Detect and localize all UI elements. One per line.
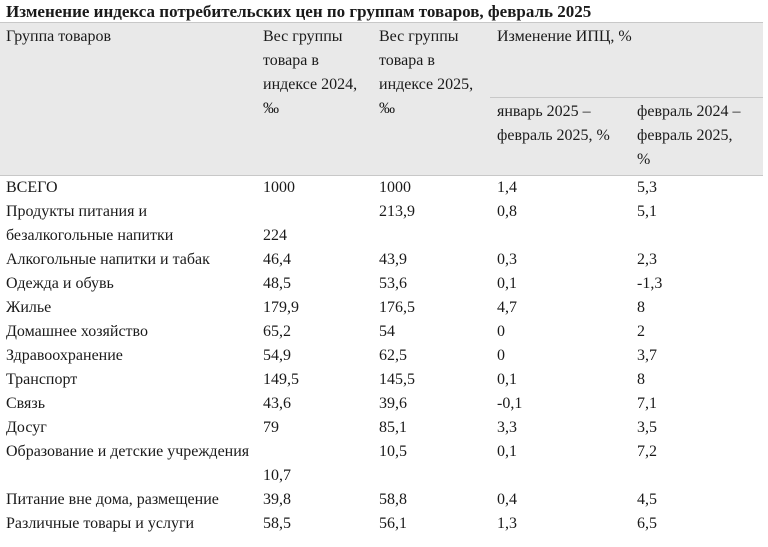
cell-change-month: 1,3 bbox=[497, 515, 517, 532]
table-row bbox=[0, 488, 763, 512]
table-header bbox=[0, 22, 763, 176]
cell-weight-2025: 145,5 bbox=[379, 371, 415, 388]
header-divider bbox=[490, 97, 763, 98]
cell-change-year: 2,3 bbox=[637, 251, 657, 268]
cell-change-year: 5,1 bbox=[637, 203, 657, 220]
table-row bbox=[0, 344, 763, 368]
table-row bbox=[0, 440, 763, 488]
cell-change-month: 4,7 bbox=[497, 299, 517, 316]
cell-change-year: 3,7 bbox=[637, 347, 657, 364]
header-weight-2024 bbox=[263, 25, 357, 121]
header-cpi-change: Изменение ИПЦ, % bbox=[497, 28, 632, 45]
cell-change-month: 3,3 bbox=[497, 419, 517, 436]
cell-change-year: 4,5 bbox=[637, 491, 657, 508]
cell-change-year: 7,1 bbox=[637, 395, 657, 412]
cell-change-year: 2 bbox=[637, 323, 645, 340]
table-row bbox=[0, 320, 763, 344]
header-feb-feb-line: % bbox=[637, 151, 651, 168]
header-weight-2025-line: индексе 2025, bbox=[379, 76, 474, 93]
header-feb-feb-line: февраль 2024 – bbox=[637, 103, 741, 120]
cell-group: Жилье bbox=[6, 299, 52, 316]
cell-group: Домашнее хозяйство bbox=[6, 323, 148, 340]
cell-weight-2025: 213,9 bbox=[379, 203, 415, 220]
cell-weight-2024: 43,6 bbox=[263, 395, 291, 412]
table-row bbox=[0, 296, 763, 320]
cell-weight-2024: 58,5 bbox=[263, 515, 291, 532]
cell-group: Продукты питания и безалкогольные напитки bbox=[6, 203, 174, 244]
header-jan-feb-line: февраль 2025, % bbox=[497, 127, 610, 144]
cell-group: Здравоохранение bbox=[6, 347, 123, 364]
cell-change-year: -1,3 bbox=[637, 275, 663, 292]
cell-change-month: 0,3 bbox=[497, 251, 517, 268]
cell-change-year: 3,5 bbox=[637, 419, 657, 436]
cell-weight-2025: 176,5 bbox=[379, 299, 415, 316]
table-row bbox=[0, 176, 763, 200]
header-weight-2025-line: ‰ bbox=[379, 100, 395, 117]
cell-group: Питание вне дома, размещение bbox=[6, 491, 219, 508]
table-row bbox=[0, 416, 763, 440]
header-weight-2024-line: ‰ bbox=[263, 100, 279, 117]
cell-change-month: -0,1 bbox=[497, 395, 523, 412]
cell-group: Досуг bbox=[6, 419, 47, 436]
cell-change-month: 0 bbox=[497, 347, 505, 364]
cell-weight-2025: 62,5 bbox=[379, 347, 407, 364]
cell-change-year: 7,2 bbox=[637, 443, 657, 460]
cell-change-month: 0,8 bbox=[497, 203, 517, 220]
table-row bbox=[0, 272, 763, 296]
table-row bbox=[0, 200, 763, 248]
cell-weight-2024: 48,5 bbox=[263, 275, 291, 292]
cell-weight-2025: 54 bbox=[379, 323, 395, 340]
cell-group: Связь bbox=[6, 395, 45, 412]
header-weight-2024-line: Вес группы bbox=[263, 28, 343, 45]
header-feb-feb bbox=[637, 100, 741, 172]
cell-weight-2025: 56,1 bbox=[379, 515, 407, 532]
cell-weight-2024: 10,7 bbox=[263, 467, 291, 484]
cell-weight-2024: 65,2 bbox=[263, 323, 291, 340]
cell-group: ВСЕГО bbox=[6, 179, 58, 196]
cell-change-year: 8 bbox=[637, 371, 645, 388]
table-row bbox=[0, 392, 763, 416]
header-jan-feb bbox=[497, 100, 610, 148]
cell-weight-2025: 58,8 bbox=[379, 491, 407, 508]
cell-weight-2025: 85,1 bbox=[379, 419, 407, 436]
cell-weight-2024: 224 bbox=[263, 227, 287, 244]
cell-group: Различные товары и услуги bbox=[6, 515, 195, 532]
cell-weight-2025: 53,6 bbox=[379, 275, 407, 292]
cell-change-year: 6,5 bbox=[637, 515, 657, 532]
cell-change-month: 0,1 bbox=[497, 371, 517, 388]
cell-group: Транспорт bbox=[6, 371, 78, 388]
header-weight-2025 bbox=[379, 25, 473, 121]
header-weight-2024-line: товара в bbox=[263, 52, 319, 69]
header-weight-2024-line: индексе 2024, bbox=[263, 76, 358, 93]
cell-weight-2024: 79 bbox=[263, 419, 279, 436]
cell-change-month: 0,1 bbox=[497, 443, 517, 460]
cell-weight-2025: 1000 bbox=[379, 179, 411, 196]
cell-change-month: 0,4 bbox=[497, 491, 517, 508]
page-title: Изменение индекса потребительских цен по группам товаров, февраль 2025 bbox=[6, 2, 592, 21]
cpi-table bbox=[0, 22, 763, 536]
cell-change-month: 0 bbox=[497, 323, 505, 340]
cell-change-year: 5,3 bbox=[637, 179, 657, 196]
cell-weight-2024: 54,9 bbox=[263, 347, 291, 364]
cell-weight-2025: 10,5 bbox=[379, 443, 407, 460]
cell-weight-2024: 39,8 bbox=[263, 491, 291, 508]
cell-group: Алкогольные напитки и табак bbox=[6, 251, 210, 268]
header-feb-feb-line: февраль 2025, bbox=[637, 127, 733, 144]
cell-change-month: 1,4 bbox=[497, 179, 517, 196]
cell-weight-2024: 1000 bbox=[263, 179, 295, 196]
cell-change-year: 8 bbox=[637, 299, 645, 316]
header-group: Группа товаров bbox=[6, 28, 112, 45]
cell-group: Образование и детские учреждения bbox=[6, 443, 250, 460]
table-row bbox=[0, 248, 763, 272]
cell-weight-2025: 43,9 bbox=[379, 251, 407, 268]
table-body bbox=[0, 176, 763, 536]
cell-change-month: 0,1 bbox=[497, 275, 517, 292]
cell-group: Одежда и обувь bbox=[6, 275, 114, 292]
cell-weight-2024: 179,9 bbox=[263, 299, 299, 316]
table-row bbox=[0, 512, 763, 536]
header-weight-2025-line: товара в bbox=[379, 52, 435, 69]
cell-weight-2024: 149,5 bbox=[263, 371, 299, 388]
cell-weight-2024: 46,4 bbox=[263, 251, 291, 268]
table-row bbox=[0, 368, 763, 392]
header-jan-feb-line: январь 2025 – bbox=[497, 103, 591, 120]
header-weight-2025-line: Вес группы bbox=[379, 28, 459, 45]
cell-weight-2025: 39,6 bbox=[379, 395, 407, 412]
